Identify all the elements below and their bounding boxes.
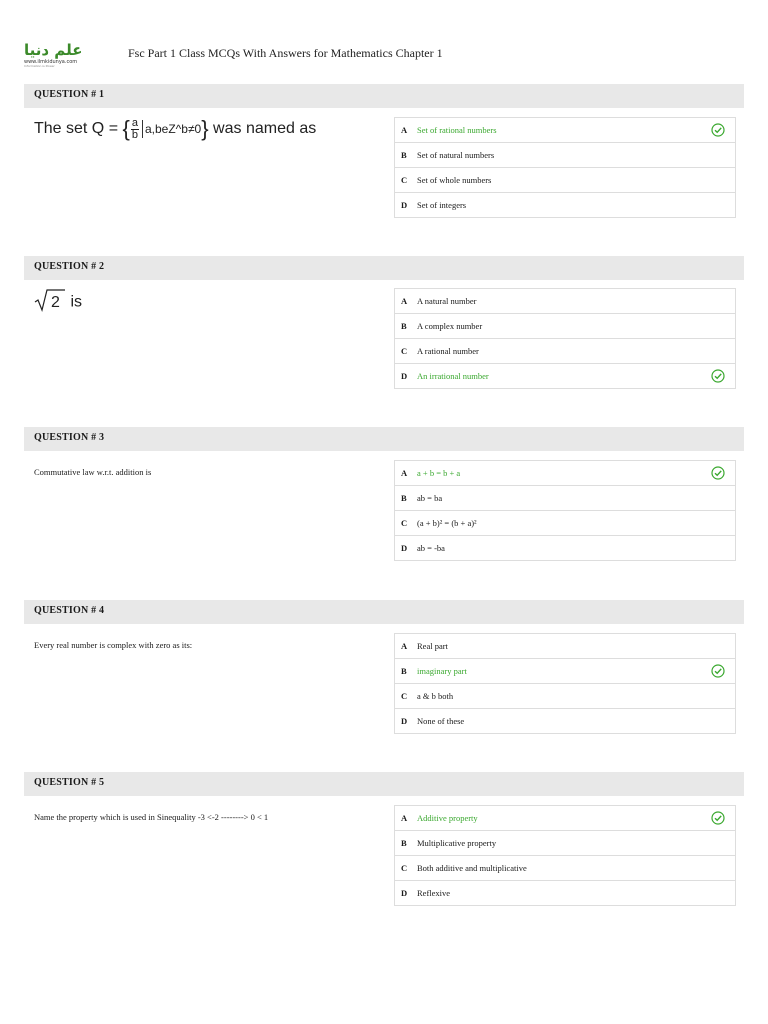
check-circle-icon (711, 466, 725, 480)
check-circle-icon (711, 369, 725, 383)
option-c[interactable]: C Set of whole numbers (395, 168, 735, 193)
option-a[interactable]: A Real part (395, 634, 735, 659)
option-d[interactable]: D An irrational number (395, 364, 735, 388)
question-4-text: Every real number is complex with zero as its: (34, 640, 193, 650)
sqrt-symbol (34, 288, 66, 317)
question-2-options (394, 288, 736, 389)
option-c[interactable]: C A rational number (395, 339, 735, 364)
option-b[interactable]: B ab = ba (395, 486, 735, 511)
option-d[interactable]: D ab = -ba (401, 543, 445, 553)
question-3-options (394, 460, 736, 561)
question-1-options (394, 117, 736, 218)
question-5-options (394, 805, 736, 906)
option-c[interactable]: C Both additive and multiplicative (395, 856, 735, 881)
question-2-text: 2 is (34, 288, 82, 317)
logo-text: علم دنیا (24, 41, 83, 59)
question-label: QUESTION # 1 (34, 89, 105, 100)
ilmkidunya-logo[interactable] (24, 42, 84, 68)
question-label: QUESTION # 5 (34, 777, 105, 788)
question-5-text: Name the property which is used in Sinequality -3 <-2 --------> 0 < 1 (34, 812, 269, 822)
question-2-header (24, 256, 744, 280)
svg-text:2: 2 (51, 294, 60, 311)
option-d[interactable]: D Reflexive (401, 888, 451, 898)
question-4-options (394, 633, 736, 734)
page-header (0, 0, 768, 80)
logo-url: www.ilmkidunya.com (24, 59, 78, 65)
option-b[interactable]: B imaginary part (395, 659, 735, 684)
option-d[interactable]: D Set of integers (401, 200, 467, 210)
check-circle-icon (711, 664, 725, 678)
logo-tagline: Information is Power (24, 64, 55, 68)
question-3-header (24, 427, 744, 451)
document-title: Fsc Part 1 Class MCQs With Answers for Mathematics Chapter 1 (128, 46, 443, 60)
option-b[interactable]: B Multiplicative property (395, 831, 735, 856)
question-label: QUESTION # 3 (34, 432, 105, 443)
option-c[interactable]: C a & b both (395, 684, 735, 709)
option-b[interactable]: B Set of natural numbers (395, 143, 735, 168)
option-c[interactable]: C (a + b)² = (b + a)² (395, 511, 735, 536)
question-1-text: The set Q = { $\frac{a}{b}$ a,beZ^b≠0} was named as (34, 116, 317, 141)
question-5-header (24, 772, 744, 796)
question-4-header (24, 600, 744, 624)
check-circle-icon (711, 811, 725, 825)
option-a[interactable]: A Set of rational numbers (395, 118, 735, 143)
check-circle-icon (711, 123, 725, 137)
question-3-text: Commutative law w.r.t. addition is (34, 467, 152, 477)
fraction: $\frac{a}{b}$ (131, 116, 138, 141)
option-a[interactable]: A Additive property (395, 806, 735, 831)
option-d[interactable]: D None of these (401, 716, 465, 726)
question-label: QUESTION # 4 (34, 605, 105, 616)
option-b[interactable]: B A complex number (395, 314, 735, 339)
option-a[interactable]: A A natural number (395, 289, 735, 314)
option-a[interactable]: A a + b = b + a (395, 461, 735, 486)
question-1-header (24, 84, 744, 108)
question-label: QUESTION # 2 (34, 261, 105, 272)
